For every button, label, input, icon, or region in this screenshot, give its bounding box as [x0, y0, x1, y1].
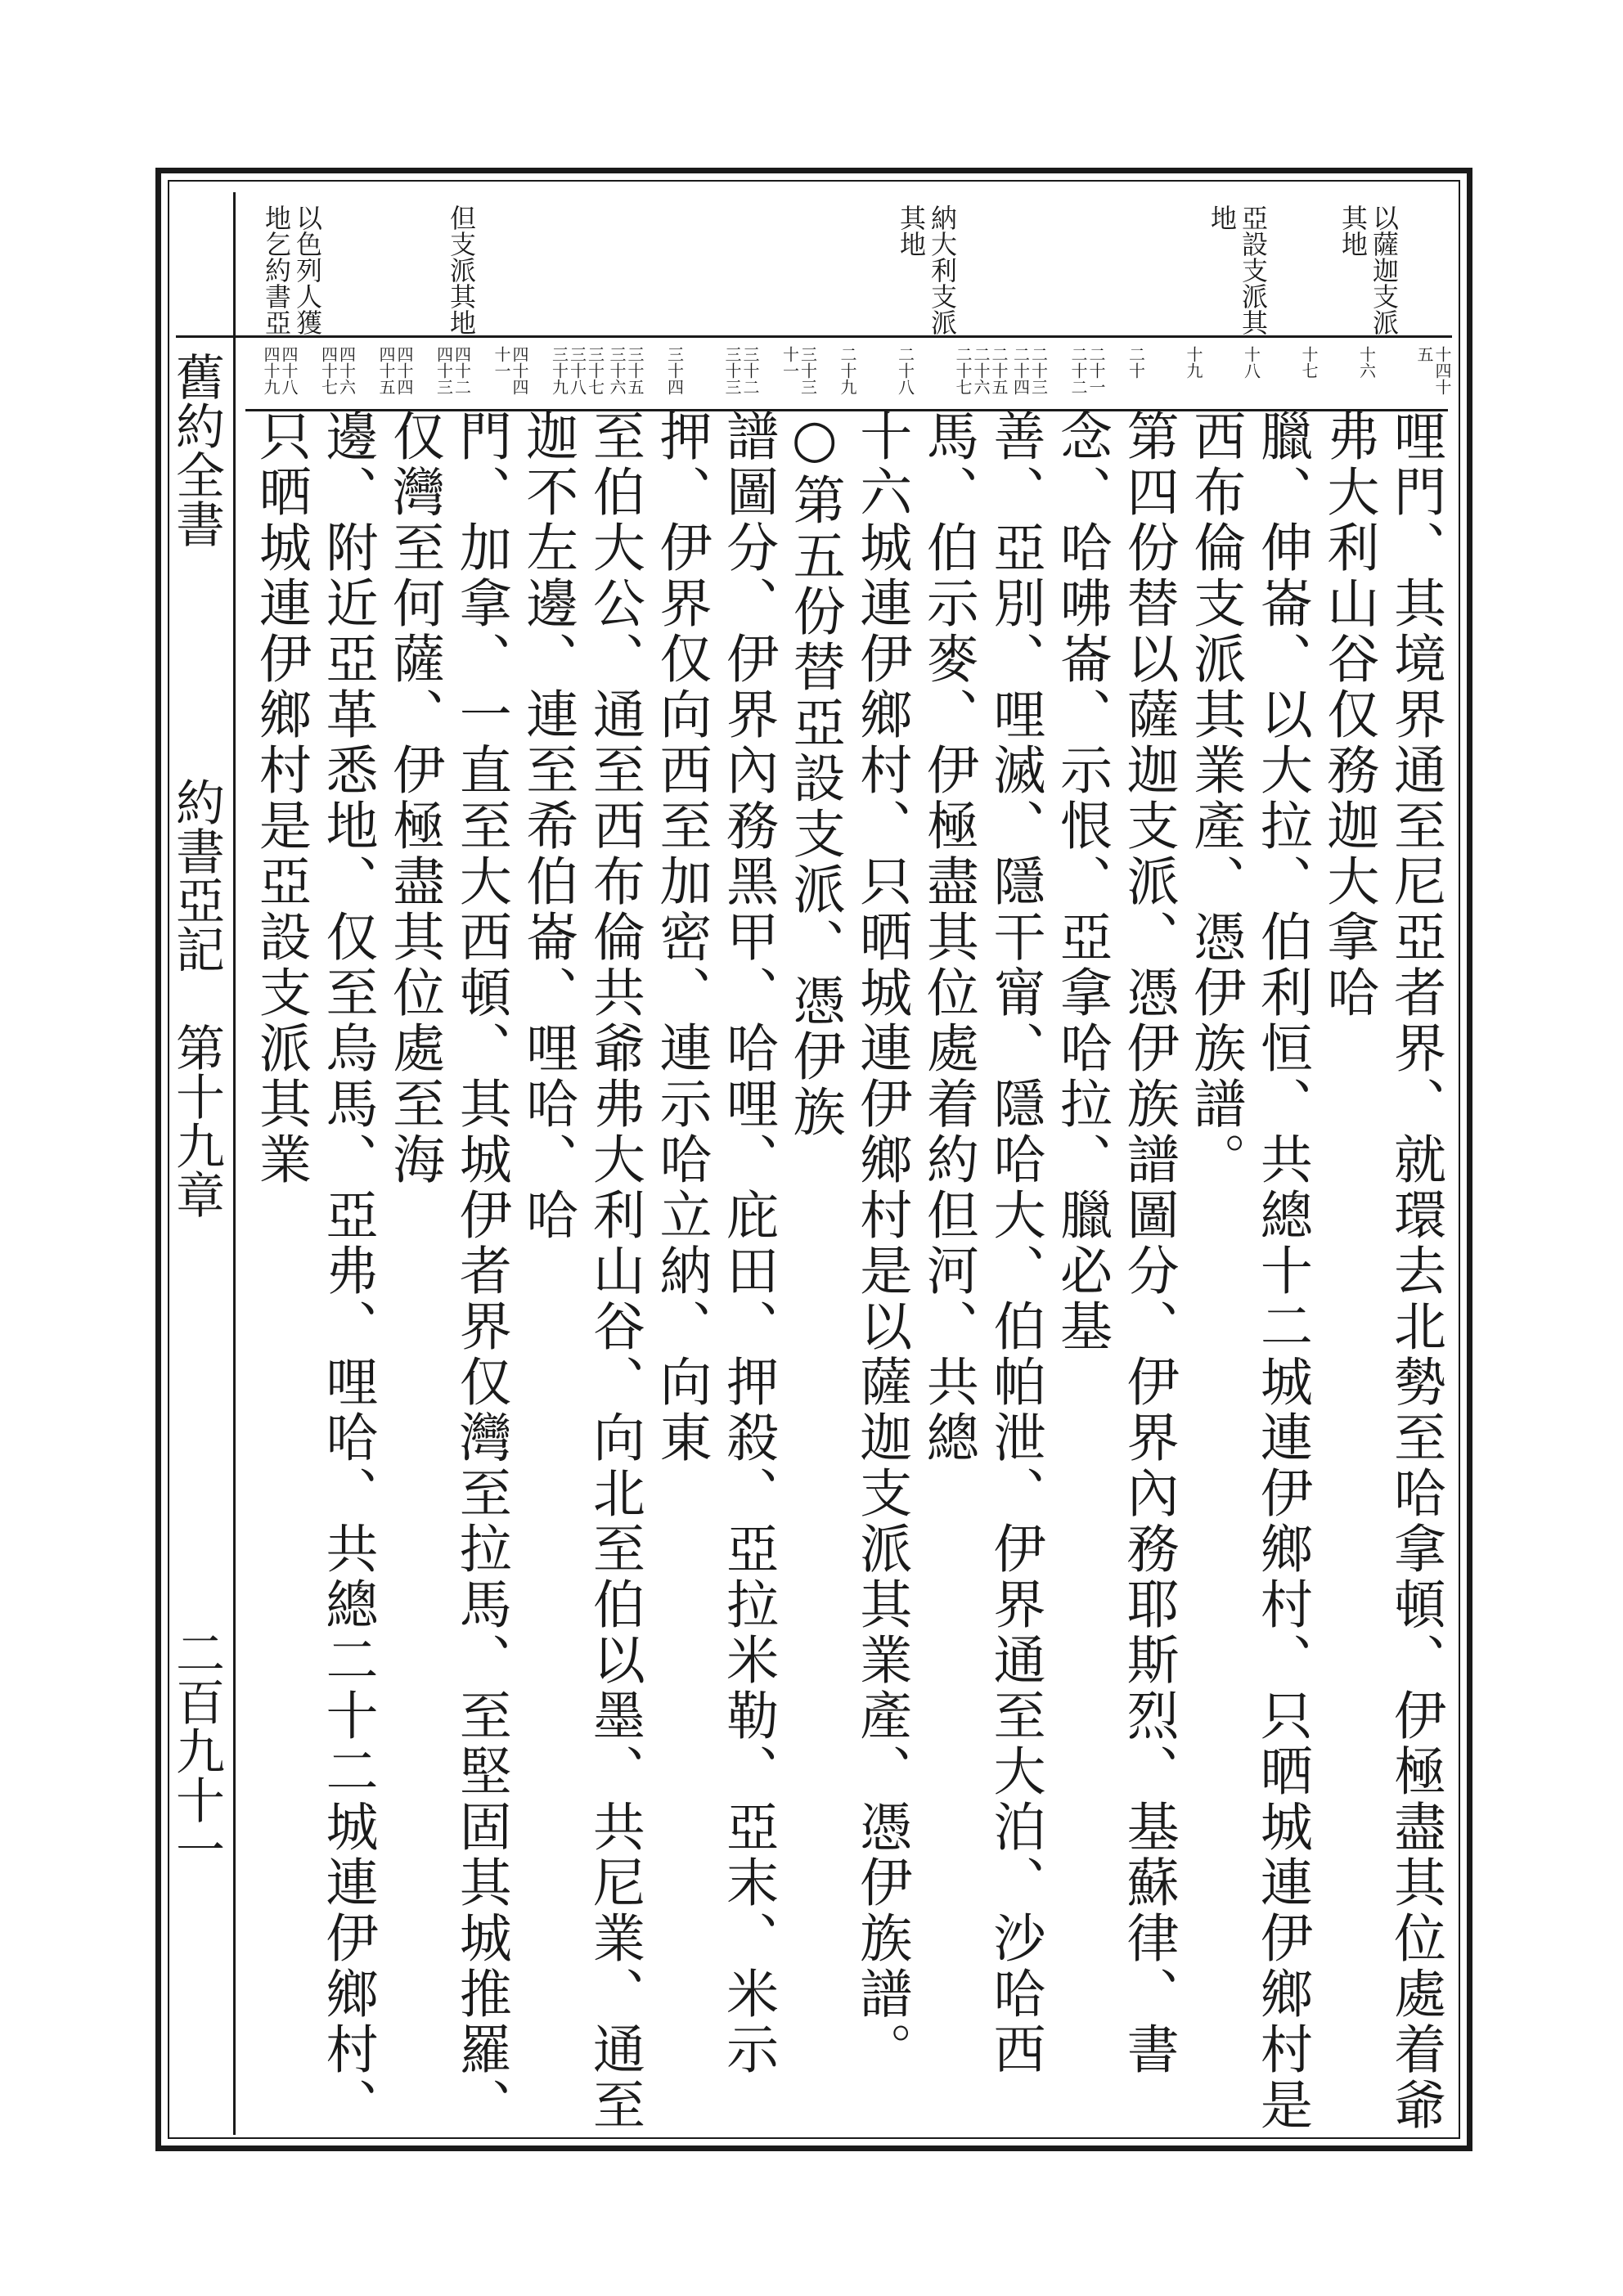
note-issachar: 以薩迦支派其地 — [1338, 204, 1400, 335]
verse-number: 十四十五 — [1414, 346, 1452, 395]
note-naphtali: 納大利支派其地 — [896, 204, 958, 335]
verse-number: 三十二三十三 — [722, 346, 760, 395]
verse-number: 二十一二十二 — [1068, 346, 1106, 395]
text-column: 十六城連伊鄉村、只晒城連伊鄉村是以薩迦支派其業產、憑伊族譜。○第五份替亞設支派、憑伊族 — [784, 409, 912, 2078]
note-dan: 但支派其地 — [446, 204, 477, 335]
running-head — [164, 352, 229, 2135]
text-column: 哩門、其境界通至尼亞者界、就環去北勢至哈拿頓、伊極盡其位處着爺弗大利山谷仅務迦大拿哈 — [1318, 409, 1445, 2133]
text-column: 門、加拿、一直至大西頓、其城伊者界仅灣至拉馬、至堅固其城推羅、仅灣至何薩、伊極盡其位處至海 — [384, 409, 511, 2133]
verse-number: 二十九 — [838, 346, 857, 395]
page-number: 二百九十一 — [168, 1628, 225, 1873]
verse-number: 二十八 — [895, 346, 915, 395]
verse-number: 十六 — [1356, 346, 1377, 379]
verse-number: 二十三二十四 — [1010, 346, 1049, 395]
verse-number: 四十四十一 — [492, 346, 529, 395]
column-rule — [233, 192, 236, 2135]
verse-number: 十七 — [1299, 346, 1319, 379]
text-column: 第四份替以薩迦支派、憑伊族譜圖分、伊界內務耶斯烈、基蘇律、書念、哈咈崙、示恨、亞拿哈拉、臘必基 — [1051, 409, 1179, 2078]
verse-number: 四十四四十五 — [376, 346, 414, 395]
text-column: 譜圖分、伊界內務黑甲、哈哩、庇田、押殺、亞拉米勒、亞末、米示押、伊界仅向西至加密、連示哈立納、向東 — [650, 409, 779, 2078]
main-text — [245, 409, 1448, 2135]
verse-number: 二十 — [1126, 346, 1146, 379]
verse-number: 四十二四十三 — [434, 346, 472, 395]
text-column: 至伯大公、通至西布倫共爺弗大利山谷、向北至伯以墨、共尼業、通至迦不左邊、連至希伯崙、哩哈、哈 — [517, 409, 645, 2133]
verse-number: 四十六四十七 — [318, 346, 357, 395]
text-column: 善、亞別、哩滅、隱干甯、隱哈大、伯帕泄、伊界通至大泊、沙哈西馬、伯示麥、伊極盡其位處着約但河、共總 — [917, 409, 1045, 2078]
book-title: 舊約全書 — [168, 352, 225, 548]
verse-number: 三十四 — [664, 346, 685, 395]
chapter-title: 約書亞記 第十九章 — [168, 777, 225, 1219]
text-column — [245, 409, 246, 2135]
verse-number: 三十五三十六 — [607, 346, 645, 395]
text-column: 邊、附近亞革悉地、仅至烏馬、亞弗、哩哈、共總二十二城連伊鄉村、只晒城連伊鄉村是亞設支派其業 — [250, 409, 378, 2133]
verse-number: 二十五二十六二十七 — [953, 346, 1009, 395]
verse-number: 三十三十一 — [780, 346, 818, 395]
verse-number: 十八 — [1241, 346, 1261, 379]
verse-number: 三十七三十八三十九 — [549, 346, 605, 395]
verse-number-row — [245, 339, 1452, 411]
note-israel-land: 以色列人獲地乞約書亞 — [261, 204, 323, 335]
marginal-notes — [176, 192, 1452, 338]
verse-number: 十九 — [1184, 346, 1203, 379]
note-asher: 亞設支派其地 — [1207, 204, 1269, 335]
text-column: 臘、伸崙、以大拉、伯利恒、共總十二城連伊鄉村、只晒城連伊鄉村是西布倫支派其業產、憑伊族譜。 — [1185, 409, 1312, 2133]
verse-number: 四十八四十九 — [261, 346, 299, 395]
